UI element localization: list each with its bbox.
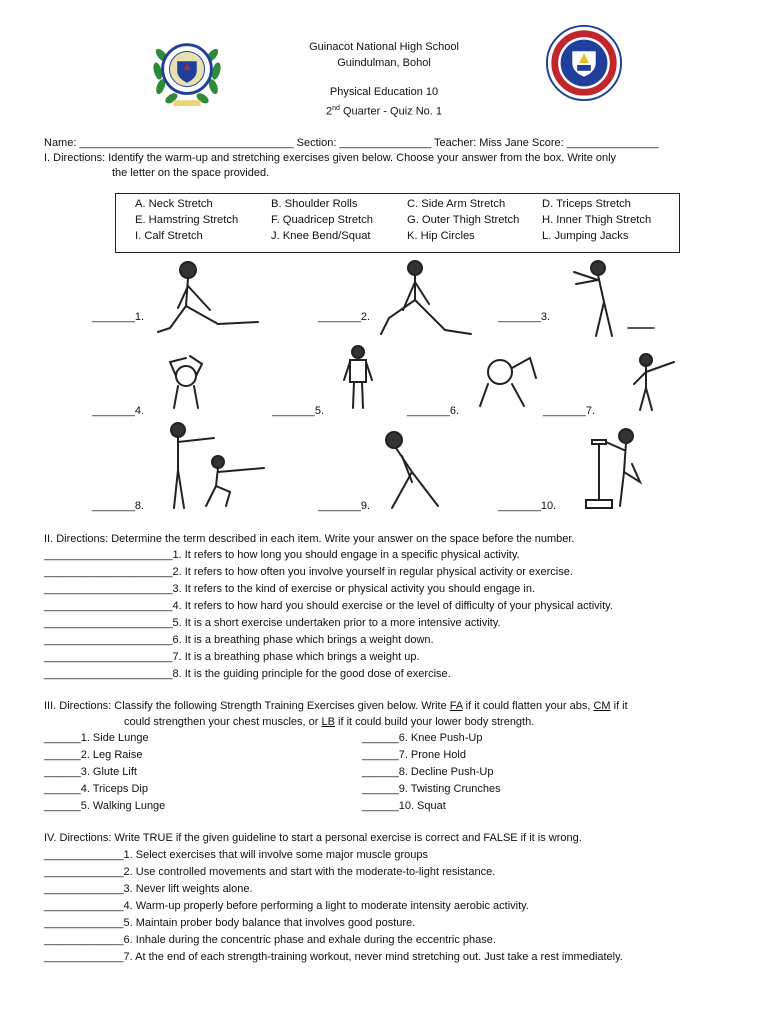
part4-directions: IV. Directions: Write TRUE if the given guideline to start a personal exercise is correct and FALSE if it is wrong. bbox=[44, 832, 582, 844]
part4-item[interactable]: _____________7. At the end of each strength-training workout, never mind stretching out. Just take a rest immediately. bbox=[44, 951, 623, 963]
part3-item[interactable]: ______6. Knee Push-Up bbox=[362, 732, 483, 744]
school-name: Guinacot National High School bbox=[309, 41, 459, 53]
exercise-figure-10 bbox=[578, 420, 670, 512]
part2-item[interactable]: _____________________7. It is a breathing phase which brings a weight up. bbox=[44, 651, 420, 663]
quiz-title: 2nd Quarter - Quiz No. 1 bbox=[325, 105, 442, 118]
part2-item[interactable]: _____________________6. It is a breathing phase which brings a weight down. bbox=[44, 634, 434, 646]
part2-item[interactable]: _____________________5. It is a short exercise undertaken prior to a more intensive activity. bbox=[44, 617, 501, 629]
part2-item[interactable]: _____________________8. It is the guiding principle for the good dose of exercise. bbox=[44, 668, 451, 680]
choice-option: L. Jumping Jacks bbox=[542, 230, 629, 242]
choice-option: D. Triceps Stretch bbox=[542, 198, 631, 210]
item-blank-9[interactable]: _______9. bbox=[318, 500, 370, 512]
item-blank-4[interactable]: _______4. bbox=[92, 405, 144, 417]
exercise-figure-1 bbox=[148, 258, 268, 340]
subject-title: Physical Education 10 bbox=[329, 86, 439, 98]
choice-option: F. Quadricep Stretch bbox=[271, 214, 373, 226]
choice-option: C. Side Arm Stretch bbox=[407, 198, 506, 210]
choice-option: A. Neck Stretch bbox=[135, 198, 213, 210]
part4-item[interactable]: _____________3. Never lift weights alone. bbox=[44, 883, 253, 895]
item-blank-5[interactable]: _______5. bbox=[272, 405, 324, 417]
part3-item[interactable]: ______3. Glute Lift bbox=[44, 766, 137, 778]
part2-item[interactable]: _____________________3. It refers to the kind of exercise or physical activity you should engage in. bbox=[44, 583, 536, 595]
item-blank-3[interactable]: _______3. bbox=[498, 311, 550, 323]
part3-item[interactable]: ______2. Leg Raise bbox=[44, 749, 143, 761]
item-blank-2[interactable]: _______2. bbox=[318, 311, 370, 323]
exercise-figure-3 bbox=[568, 258, 660, 340]
part3-item[interactable]: ______7. Prone Hold bbox=[362, 749, 466, 761]
exercise-figure-2 bbox=[375, 258, 475, 340]
choice-option: B. Shoulder Rolls bbox=[271, 198, 358, 210]
part4-item[interactable]: _____________4. Warm-up properly before performing a light to moderate intensity aerobic activity. bbox=[44, 900, 529, 912]
school-location: Guindulman, Bohol bbox=[337, 57, 431, 69]
part3-item[interactable]: ______9. Twisting Crunches bbox=[362, 783, 501, 795]
item-blank-7[interactable]: _______7. bbox=[543, 405, 595, 417]
item-blank-10[interactable]: _______10. bbox=[498, 500, 557, 512]
part1-directions: I. Directions: Identify the warm-up and stretching exercises given below. Choose your answer from the box. Write only bbox=[44, 152, 617, 164]
item-blank-8[interactable]: _______8. bbox=[92, 500, 144, 512]
choice-option: G. Outer Thigh Stretch bbox=[407, 214, 520, 226]
part4-item[interactable]: _____________1. Select exercises that will involve some major muscle groups bbox=[44, 849, 428, 861]
item-blank-1[interactable]: _______1. bbox=[92, 311, 144, 323]
choice-option: H. Inner Thigh Stretch bbox=[542, 214, 652, 226]
part3-directions: III. Directions: Classify the following Strength Training Exercises given below. Write FA if it could flatten your abs, CM if it bbox=[44, 700, 628, 712]
exercise-figure-9 bbox=[372, 428, 452, 512]
part2-item[interactable]: _____________________1. It refers to how long you should engage in a specific physical activity. bbox=[44, 549, 520, 561]
choice-option: I. Calf Stretch bbox=[135, 230, 203, 242]
choice-option: J. Knee Bend/Squat bbox=[271, 230, 371, 242]
part3-item[interactable]: ______5. Walking Lunge bbox=[44, 800, 166, 812]
student-info-line: Name: ___________________________________ Section: _______________ Teacher: Miss Jane Score: _______________ bbox=[44, 137, 659, 149]
part3-item[interactable]: ______1. Side Lunge bbox=[44, 732, 149, 744]
exercise-figure-7 bbox=[628, 352, 678, 412]
choice-option: K. Hip Circles bbox=[407, 230, 475, 242]
exercise-figure-6 bbox=[470, 350, 542, 410]
exercise-figure-8 bbox=[160, 420, 270, 512]
part3-item[interactable]: ______4. Triceps Dip bbox=[44, 783, 148, 795]
answer-choices-box bbox=[115, 193, 680, 253]
part4-item[interactable]: _____________5. Maintain prober body balance that involves good posture. bbox=[44, 917, 416, 929]
part2-directions: II. Directions: Determine the term described in each item. Write your answer on the space before the number. bbox=[44, 533, 575, 545]
choice-option: E. Hamstring Stretch bbox=[135, 214, 239, 226]
part3-item[interactable]: ______10. Squat bbox=[362, 800, 446, 812]
part1-directions-cont: the letter on the space provided. bbox=[112, 167, 270, 179]
exercise-figure-5 bbox=[338, 344, 378, 412]
exercise-figure-4 bbox=[160, 352, 212, 410]
part2-item[interactable]: _____________________2. It refers to how often you involve yourself in regular physical activity or exercise. bbox=[44, 566, 573, 578]
item-blank-6[interactable]: _______6. bbox=[407, 405, 459, 417]
part4-item[interactable]: _____________2. Use controlled movements and start with the moderate-to-light resistance. bbox=[44, 866, 496, 878]
part2-item[interactable]: _____________________4. It refers to how hard you should exercise or the level of difficulty of your physical activity. bbox=[44, 600, 613, 612]
part4-item[interactable]: _____________6. Inhale during the concentric phase and exhale during the eccentric phase. bbox=[44, 934, 496, 946]
part3-directions-cont: could strengthen your chest muscles, or LB if it could build your lower body strength. bbox=[124, 716, 535, 728]
part3-item[interactable]: ______8. Decline Push-Up bbox=[362, 766, 494, 778]
